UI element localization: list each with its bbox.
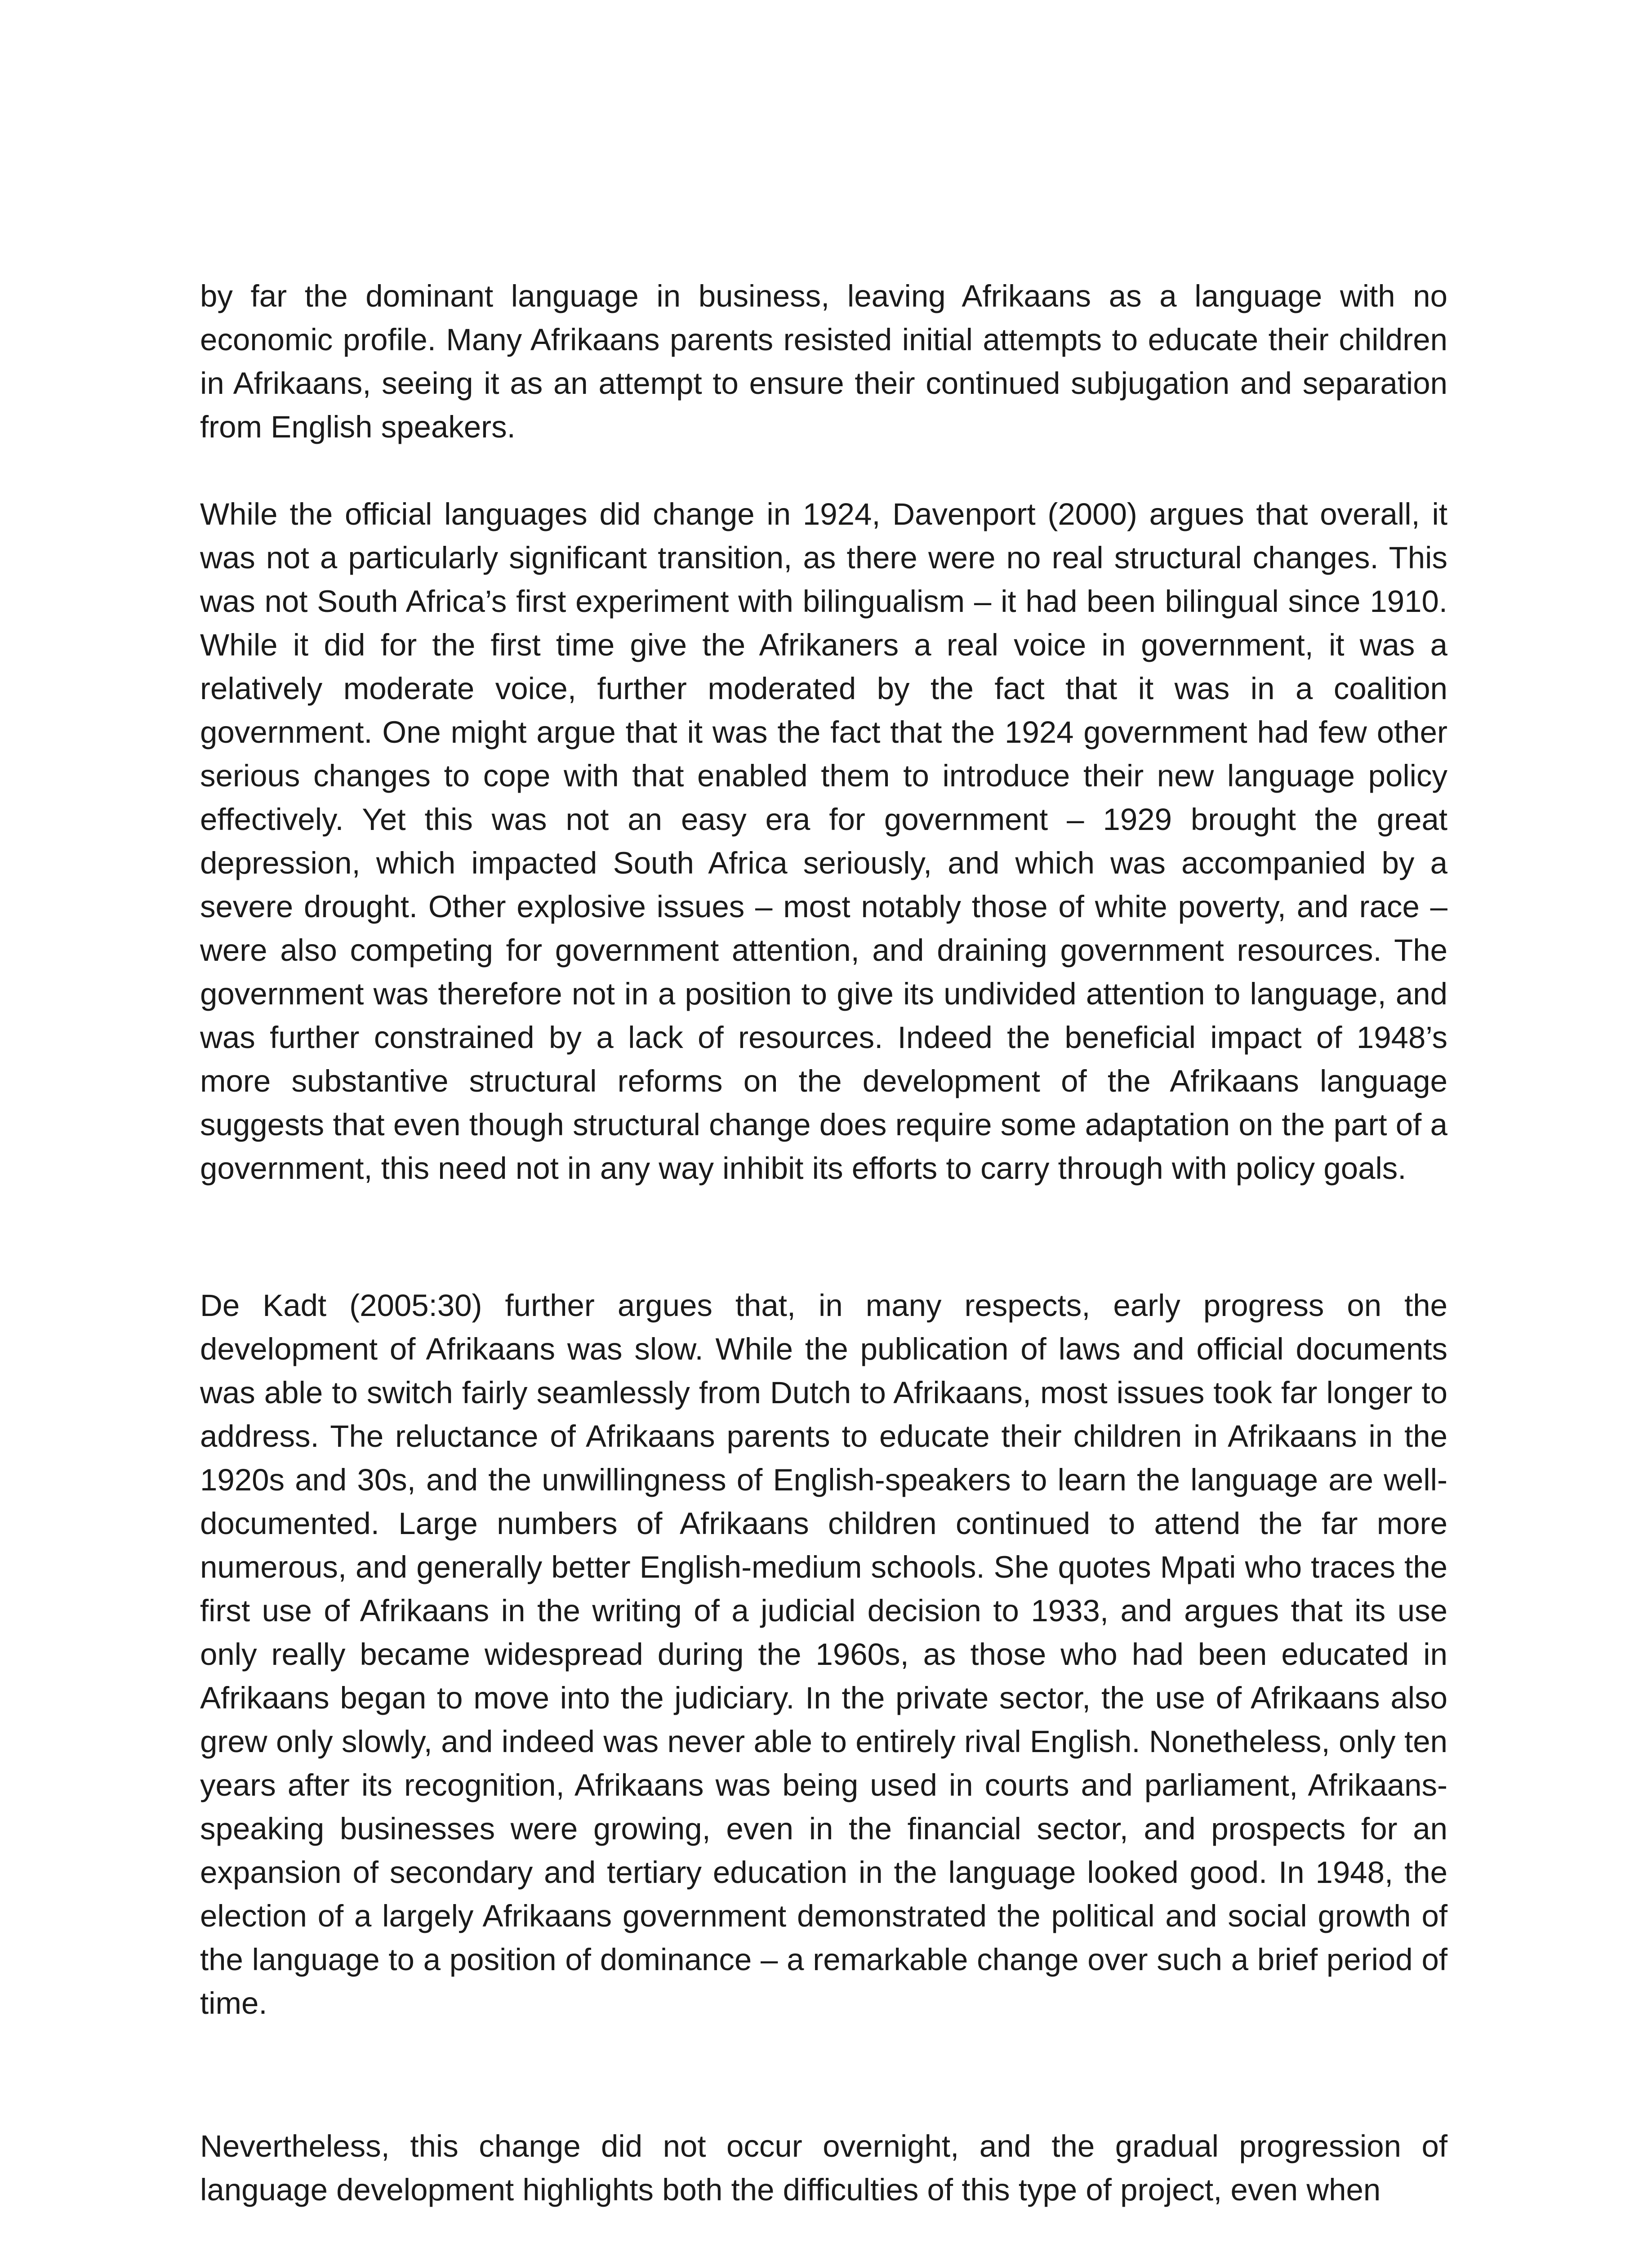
body-paragraph-3: De Kadt (2005:30) further argues that, in many respects, early progress on the development of Afrikaans was slow. While the publication of laws and official documents was able to switch fairly seamlessly from Dutch to Afrikaans, most issues took far longer to address. The reluctance of Afrikaans parents to educate their children in Afrikaans in the 1920s and 30s, and the unwillingness of English-speakers to learn the language are well-documented. Large numbers of Afrikaans children continued to attend the far more numerous, and generally better English-medium schools. She quotes Mpati who traces the first use of Afrikaans in the writing of a judicial decision to 1933, and argues that its use only really became widespread during the 1960s, as those who had been educated in Afrikaans began to move into the judiciary. In the private sector, the use of Afrikaans also grew only slowly, and indeed was never able to entirely rival English. Nonetheless, only ten years after its recognition, Afrikaans was being used in courts and parliament, Afrikaans-speaking businesses were growing, even in the financial sector, and prospects for an expansion of secondary and tertiary education in the language looked good. In 1948, the election of a largely Afrikaans government demonstrated the political and social growth of the language to a position of dominance – a remarkable change over such a brief period of time. [200,1288,1447,2021]
body-paragraph-4: Nevertheless, this change did not occur overnight, and the gradual progression of language development highlights both the difficulties of this type of project, even when [200,2129,1447,2207]
body-paragraph-1: by far the dominant language in business, leaving Afrikaans as a language with no economic profile. Many Afrikaans parents resisted initial attempts to educate their children in Afrikaans, seeing it as an attempt to ensure their continued subjugation and separation from English speakers. [200,279,1447,444]
body-paragraph-2: While the official languages did change in 1924, Davenport (2000) argues that overall, it was not a particularly significant transition, as there were no real structural changes. This was not South Africa’s first experiment with bilingualism – it had been bilingual since 1910. While it did for the first time give the Afrikaners a real voice in government, it was a relatively moderate voice, further moderated by the fact that it was in a coalition government. One might argue that it was the fact that the 1924 government had few other serious changes to cope with that enabled them to introduce their new language policy effectively. Yet this was not an easy era for government – 1929 brought the great depression, which impacted South Africa seriously, and which was accompanied by a severe drought. Other explosive issues – most notably those of white poverty, and race – were also competing for government attention, and draining government resources. The government was therefore not in a position to give its undivided attention to language, and was further constrained by a lack of resources. Indeed the beneficial impact of 1948’s more substantive structural reforms on the development of the Afrikaans language suggests that even though structural change does require some adaptation on the part of a government, this need not in any way inhibit its efforts to carry through with policy goals. [200,497,1447,1186]
